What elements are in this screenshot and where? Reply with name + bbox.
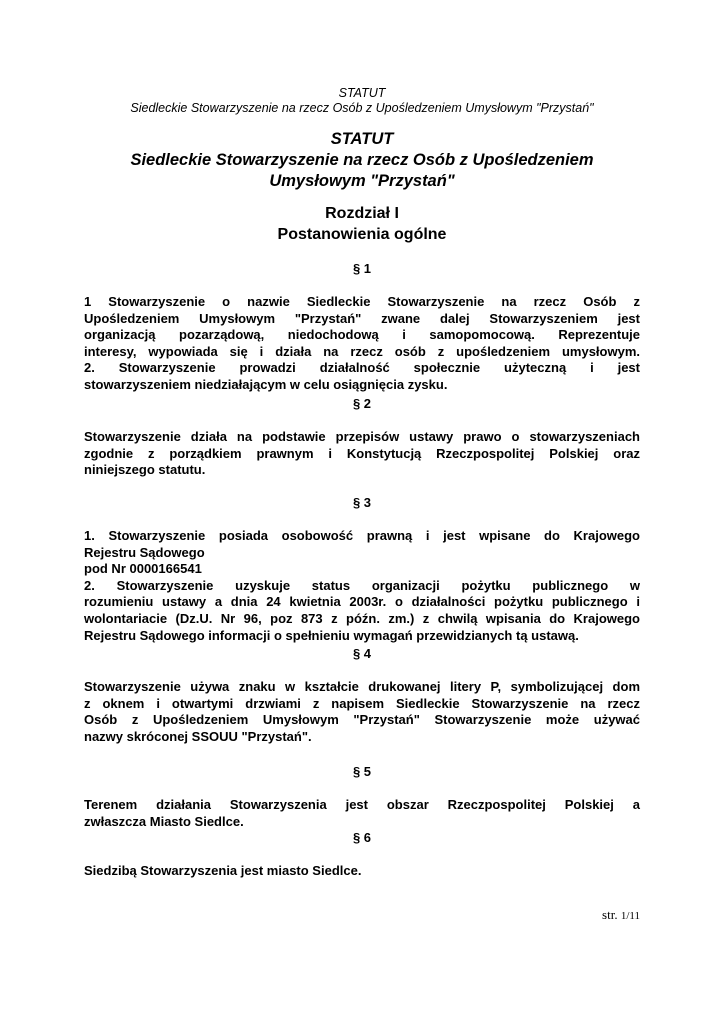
section-line: rozumieniu ustawy a dnia 24 kwietnia 2003r. o działalności pożytku publicznego i (84, 594, 640, 610)
section-line: Rejestru Sądowego (84, 544, 205, 560)
section-line: Upośledzeniem Umysłowym "Przystań" zwane dalej Stowarzyszeniem jest (84, 310, 640, 326)
title-line-3: Umysłowym "Przystań" (269, 172, 455, 190)
section-line: 1. Stowarzyszenie posiada osobowość prawną i jest wpisane do Krajowego (84, 528, 640, 543)
section-line: Siedzibą Stowarzyszenia jest miasto Siedlce. (84, 863, 362, 878)
section-6-text (84, 863, 640, 880)
section-line: Terenem działania Stowarzyszenia jest obszar Rzeczpospolitej Polskiej a (84, 797, 640, 812)
section-line: 1 Stowarzyszenie o nazwie Siedleckie Stowarzyszenie na rzecz Osób z (84, 294, 640, 309)
section-line: stowarzyszeniem niedziałającym w celu osiągnięcia zysku. (84, 376, 448, 392)
section-sign-4: § 4 (352, 646, 372, 661)
section-sign-6: § 6 (352, 830, 372, 845)
section-sign-3: § 3 (352, 495, 372, 510)
section-2-text (84, 429, 640, 479)
chapter-heading (84, 203, 640, 245)
section-line: 2. Stowarzyszenie prowadzi działalność społecznie użyteczną i jest (84, 360, 640, 376)
section-3-text (84, 528, 640, 644)
section-1-text (84, 294, 640, 394)
section-line: wolontariacie (Dz.U. Nr 96, poz 873 z późn. zm.) z chwilą wpisania do Krajowego (84, 610, 640, 626)
section-sign-5: § 5 (352, 764, 372, 779)
chapter-number: Rozdział I (325, 205, 399, 222)
page-number (602, 907, 640, 923)
section-line: niniejszego statutu. (84, 462, 206, 478)
section-line: nazwy skróconej SSOUU "Przystań". (84, 728, 312, 744)
section-line: Stowarzyszenie działa na podstawie przepisów ustawy prawo o stowarzyszeniach (84, 429, 640, 444)
section-line: zwłaszcza Miasto Siedlce. (84, 813, 244, 829)
section-line: Stowarzyszenie używa znaku w kształcie drukowanej litery P, symbolizującej dom (84, 679, 640, 694)
section-line: 2. Stowarzyszenie uzyskuje status organizacji pożytku publicznego w (84, 577, 640, 593)
section-4-text (84, 679, 640, 745)
section-line: Rejestru Sądowego informacji o spełnieniu wymagań przewidzianych tą ustawą. (84, 627, 579, 643)
section-line: z oknem i otwartymi drzwiami z napisem Siedleckie Stowarzyszenie na rzecz (84, 695, 640, 711)
title-line-2: Siedleckie Stowarzyszenie na rzecz Osób z Upośledzeniem (130, 151, 594, 169)
section-sign-2: § 2 (352, 396, 372, 411)
section-line: interesy, wypowiada się i działa na rzecz osób z upośledzeniem umysłowym. (84, 343, 640, 359)
running-header (0, 86, 724, 116)
section-5-text (84, 797, 640, 830)
header-line-1: STATUT (338, 86, 386, 100)
section-line: organizacją pozarządową, niedochodową i samopomocową. Reprezentuje (84, 327, 640, 343)
section-line: Osób z Upośledzeniem Umysłowym "Przystań" Stowarzyszenie może używać (84, 712, 640, 728)
title-line-1: STATUT (330, 130, 394, 148)
document-title (84, 129, 640, 192)
page-count: 1/11 (620, 910, 640, 922)
chapter-name: Postanowienia ogólne (277, 226, 447, 243)
section-line: zgodnie z porządkiem prawnym i Konstytucją Rzeczpospolitej Polskiej oraz (84, 445, 640, 461)
page-label: str. (602, 907, 618, 922)
header-line-2: Siedleckie Stowarzyszenie na rzecz Osób z Upośledzeniem Umysłowym "Przystań" (130, 101, 594, 115)
section-line: pod Nr 0000166541 (84, 561, 202, 577)
section-sign-1: § 1 (352, 261, 372, 276)
